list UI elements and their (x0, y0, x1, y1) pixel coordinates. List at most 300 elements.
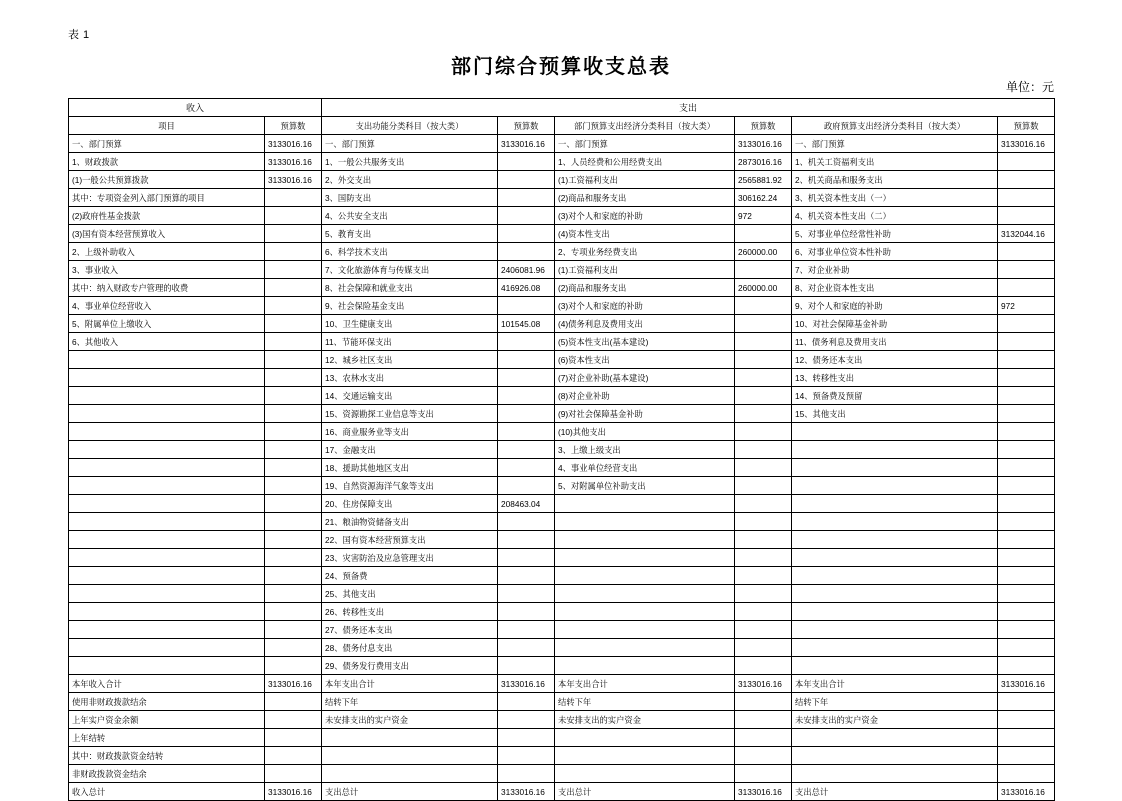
cell-income-amount (265, 693, 322, 711)
cell-income-amount (265, 531, 322, 549)
cell-income-amount (265, 225, 322, 243)
cell-income-item (69, 387, 265, 405)
cell-functional-amount (498, 711, 555, 729)
cell-gov-economic-amount (998, 531, 1055, 549)
table-row (69, 693, 1055, 711)
cell-functional-item: 21、粮油物资储备支出 (322, 513, 498, 531)
table-row (69, 171, 1055, 189)
cell-functional-item: 2、外交支出 (322, 171, 498, 189)
table-row (69, 783, 1055, 801)
cell-functional-amount (498, 243, 555, 261)
cell-gov-economic-item: 结转下年 (792, 693, 998, 711)
cell-dept-economic-item (555, 513, 735, 531)
cell-income-item: 4、事业单位经营收入 (69, 297, 265, 315)
cell-gov-economic-amount (998, 423, 1055, 441)
table-row (69, 729, 1055, 747)
cell-gov-economic-amount (998, 261, 1055, 279)
cell-functional-item (322, 765, 498, 783)
cell-dept-economic-item: (8)对企业补助 (555, 387, 735, 405)
cell-functional-item: 24、预备费 (322, 567, 498, 585)
cell-functional-item: 23、灾害防治及应急管理支出 (322, 549, 498, 567)
cell-income-amount: 3133016.16 (265, 135, 322, 153)
cell-gov-economic-amount (998, 567, 1055, 585)
cell-gov-economic-item: 本年支出合计 (792, 675, 998, 693)
cell-dept-economic-amount: 2873016.16 (735, 153, 792, 171)
cell-gov-economic-item (792, 567, 998, 585)
cell-income-item: 1、财政拨款 (69, 153, 265, 171)
table-row (69, 351, 1055, 369)
cell-functional-item: 27、债务还本支出 (322, 621, 498, 639)
cell-dept-economic-item: (2)商品和服务支出 (555, 189, 735, 207)
cell-income-amount: 3133016.16 (265, 675, 322, 693)
cell-dept-economic-item: (6)资本性支出 (555, 351, 735, 369)
cell-income-item (69, 639, 265, 657)
cell-functional-item: 未安排支出的实户资金 (322, 711, 498, 729)
cell-dept-economic-amount (735, 567, 792, 585)
cell-income-item: 其中：财政拨款资金结转 (69, 747, 265, 765)
cell-income-item (69, 567, 265, 585)
cell-gov-economic-item (792, 765, 998, 783)
cell-functional-amount (498, 621, 555, 639)
cell-functional-amount (498, 207, 555, 225)
cell-functional-amount: 2406081.96 (498, 261, 555, 279)
cell-gov-economic-amount (998, 639, 1055, 657)
cell-dept-economic-amount (735, 603, 792, 621)
cell-functional-item: 14、交通运输支出 (322, 387, 498, 405)
cell-gov-economic-item: 11、债务利息及费用支出 (792, 333, 998, 351)
table-row (69, 459, 1055, 477)
cell-functional-amount: 416926.08 (498, 279, 555, 297)
cell-income-amount (265, 333, 322, 351)
cell-dept-economic-amount: 972 (735, 207, 792, 225)
cell-functional-amount (498, 189, 555, 207)
cell-gov-economic-item (792, 621, 998, 639)
cell-income-amount (265, 657, 322, 675)
cell-dept-economic-item (555, 729, 735, 747)
cell-functional-item: 12、城乡社区支出 (322, 351, 498, 369)
cell-dept-economic-item: (4)资本性支出 (555, 225, 735, 243)
cell-gov-economic-amount (998, 729, 1055, 747)
cell-gov-economic-item: 3、机关资本性支出（一） (792, 189, 998, 207)
cell-gov-economic-amount (998, 153, 1055, 171)
cell-functional-item: 16、商业服务业等支出 (322, 423, 498, 441)
cell-functional-item: 17、金融支出 (322, 441, 498, 459)
cell-dept-economic-item: 结转下年 (555, 693, 735, 711)
cell-functional-amount (498, 513, 555, 531)
cell-functional-amount (498, 225, 555, 243)
cell-income-item (69, 441, 265, 459)
cell-gov-economic-item (792, 441, 998, 459)
cell-income-item: 使用非财政拨款结余 (69, 693, 265, 711)
cell-dept-economic-amount: 2565881.92 (735, 171, 792, 189)
cell-income-item (69, 585, 265, 603)
table-row (69, 567, 1055, 585)
cell-income-amount (265, 585, 322, 603)
cell-functional-item: 1、一般公共服务支出 (322, 153, 498, 171)
cell-dept-economic-item: 5、对附属单位补助支出 (555, 477, 735, 495)
cell-dept-economic-amount (735, 477, 792, 495)
cell-functional-item: 26、转移性支出 (322, 603, 498, 621)
cell-functional-amount (498, 729, 555, 747)
cell-dept-economic-item (555, 495, 735, 513)
cell-income-item: 其中：专项资金列入部门预算的项目 (69, 189, 265, 207)
cell-dept-economic-amount: 260000.00 (735, 279, 792, 297)
table-row (69, 153, 1055, 171)
cell-dept-economic-amount: 306162.24 (735, 189, 792, 207)
cell-dept-economic-amount (735, 657, 792, 675)
cell-functional-item: 结转下年 (322, 693, 498, 711)
cell-functional-amount (498, 333, 555, 351)
cell-gov-economic-item (792, 495, 998, 513)
cell-functional-item: 6、科学技术支出 (322, 243, 498, 261)
cell-gov-economic-item: 5、对事业单位经常性补助 (792, 225, 998, 243)
cell-income-amount (265, 351, 322, 369)
cell-dept-economic-item (555, 567, 735, 585)
cell-income-item: (3)国有资本经营预算收入 (69, 225, 265, 243)
cell-functional-amount: 3133016.16 (498, 675, 555, 693)
table-row (69, 387, 1055, 405)
cell-functional-item: 9、社会保险基金支出 (322, 297, 498, 315)
group-header-expense: 支出 (322, 99, 1055, 117)
cell-income-amount (265, 729, 322, 747)
cell-functional-amount: 3133016.16 (498, 783, 555, 801)
cell-income-amount (265, 423, 322, 441)
cell-gov-economic-item: 13、转移性支出 (792, 369, 998, 387)
cell-functional-amount: 208463.04 (498, 495, 555, 513)
sheet-number: 表 1 (68, 29, 90, 41)
cell-income-amount (265, 495, 322, 513)
cell-gov-economic-amount (998, 351, 1055, 369)
cell-dept-economic-item: (7)对企业补助(基本建设) (555, 369, 735, 387)
cell-dept-economic-amount (735, 405, 792, 423)
cell-functional-amount (498, 639, 555, 657)
cell-gov-economic-amount (998, 585, 1055, 603)
cell-dept-economic-item: (1)工资福利支出 (555, 261, 735, 279)
column-header-item: 项目 (69, 117, 265, 135)
cell-functional-item: 20、住房保障支出 (322, 495, 498, 513)
cell-dept-economic-amount (735, 585, 792, 603)
cell-dept-economic-amount (735, 495, 792, 513)
cell-gov-economic-item: 7、对企业补助 (792, 261, 998, 279)
cell-gov-economic-amount (998, 765, 1055, 783)
cell-income-item (69, 513, 265, 531)
table-row (69, 405, 1055, 423)
table-row (69, 333, 1055, 351)
column-header-functional: 支出功能分类科目（按大类） (322, 117, 498, 135)
cell-gov-economic-amount (998, 243, 1055, 261)
cell-income-amount (265, 711, 322, 729)
cell-gov-economic-item: 8、对企业资本性支出 (792, 279, 998, 297)
cell-functional-amount (498, 459, 555, 477)
cell-gov-economic-item (792, 423, 998, 441)
cell-gov-economic-amount: 3133016.16 (998, 783, 1055, 801)
cell-dept-economic-item: 4、事业单位经营支出 (555, 459, 735, 477)
cell-income-item: 5、附属单位上缴收入 (69, 315, 265, 333)
cell-dept-economic-amount (735, 639, 792, 657)
cell-functional-amount (498, 423, 555, 441)
table-row (69, 207, 1055, 225)
cell-gov-economic-amount (998, 513, 1055, 531)
cell-dept-economic-amount (735, 459, 792, 477)
table-row (69, 657, 1055, 675)
cell-income-amount: 3133016.16 (265, 153, 322, 171)
table-row (69, 369, 1055, 387)
table-row (69, 549, 1055, 567)
cell-functional-item: 25、其他支出 (322, 585, 498, 603)
table-row (69, 495, 1055, 513)
cell-dept-economic-amount (735, 549, 792, 567)
cell-gov-economic-item: 一、部门预算 (792, 135, 998, 153)
cell-gov-economic-item: 未安排支出的实户资金 (792, 711, 998, 729)
cell-income-item (69, 657, 265, 675)
table-row (69, 243, 1055, 261)
cell-gov-economic-item (792, 657, 998, 675)
cell-functional-amount (498, 477, 555, 495)
cell-gov-economic-item (792, 639, 998, 657)
cell-functional-item: 28、债务付息支出 (322, 639, 498, 657)
table-row (69, 189, 1055, 207)
cell-income-amount (265, 567, 322, 585)
cell-functional-item: 4、公共安全支出 (322, 207, 498, 225)
cell-gov-economic-amount (998, 369, 1055, 387)
cell-functional-item (322, 747, 498, 765)
cell-income-amount (265, 315, 322, 333)
cell-gov-economic-item (792, 549, 998, 567)
cell-dept-economic-amount (735, 315, 792, 333)
column-header-gov-economic: 政府预算支出经济分类科目（按大类） (792, 117, 998, 135)
cell-gov-economic-amount: 3133016.16 (998, 675, 1055, 693)
cell-dept-economic-amount (735, 531, 792, 549)
cell-functional-item: 22、国有资本经营预算支出 (322, 531, 498, 549)
cell-income-item (69, 423, 265, 441)
cell-income-item (69, 549, 265, 567)
cell-gov-economic-item: 14、预备费及预留 (792, 387, 998, 405)
cell-dept-economic-amount (735, 441, 792, 459)
table-row (69, 513, 1055, 531)
cell-income-item: (1)一般公共预算拨款 (69, 171, 265, 189)
cell-income-amount (265, 513, 322, 531)
cell-income-amount (265, 747, 322, 765)
cell-dept-economic-amount (735, 747, 792, 765)
cell-gov-economic-item: 支出总计 (792, 783, 998, 801)
cell-dept-economic-amount (735, 351, 792, 369)
cell-dept-economic-amount (735, 225, 792, 243)
cell-gov-economic-amount (998, 189, 1055, 207)
cell-functional-item: 5、教育支出 (322, 225, 498, 243)
cell-income-item (69, 459, 265, 477)
cell-functional-item: 8、社会保障和就业支出 (322, 279, 498, 297)
cell-functional-item: 7、文化旅游体育与传媒支出 (322, 261, 498, 279)
unit-label: 单位：元 (1005, 80, 1054, 94)
cell-dept-economic-amount (735, 261, 792, 279)
cell-dept-economic-amount: 3133016.16 (735, 675, 792, 693)
table-row (69, 621, 1055, 639)
column-header-budget-4: 预算数 (998, 117, 1055, 135)
cell-functional-amount (498, 531, 555, 549)
cell-dept-economic-item (555, 621, 735, 639)
cell-gov-economic-item (792, 477, 998, 495)
cell-gov-economic-amount: 972 (998, 297, 1055, 315)
cell-income-amount (265, 261, 322, 279)
cell-functional-amount (498, 765, 555, 783)
cell-income-item: 收入总计 (69, 783, 265, 801)
cell-gov-economic-amount: 3132044.16 (998, 225, 1055, 243)
table-row (69, 747, 1055, 765)
cell-functional-amount (498, 585, 555, 603)
column-header-budget-1: 预算数 (265, 117, 322, 135)
cell-income-amount (265, 639, 322, 657)
cell-functional-amount (498, 405, 555, 423)
cell-functional-amount (498, 567, 555, 585)
table-row (69, 639, 1055, 657)
cell-income-amount (265, 459, 322, 477)
cell-gov-economic-amount (998, 477, 1055, 495)
cell-gov-economic-amount (998, 315, 1055, 333)
cell-dept-economic-amount (735, 297, 792, 315)
cell-functional-amount (498, 603, 555, 621)
cell-income-item: 6、其他收入 (69, 333, 265, 351)
cell-income-item: 上年实户资金余额 (69, 711, 265, 729)
cell-dept-economic-item (555, 549, 735, 567)
cell-income-item (69, 369, 265, 387)
cell-functional-amount (498, 549, 555, 567)
cell-income-item: 其中：纳入财政专户管理的收费 (69, 279, 265, 297)
cell-functional-item: 19、自然资源海洋气象等支出 (322, 477, 498, 495)
cell-functional-amount (498, 351, 555, 369)
cell-functional-amount: 101545.08 (498, 315, 555, 333)
cell-gov-economic-amount (998, 621, 1055, 639)
cell-dept-economic-item: (10)其他支出 (555, 423, 735, 441)
cell-functional-amount (498, 441, 555, 459)
cell-gov-economic-item (792, 459, 998, 477)
cell-dept-economic-amount: 3133016.16 (735, 783, 792, 801)
cell-dept-economic-item: 1、人员经费和公用经费支出 (555, 153, 735, 171)
cell-income-item (69, 621, 265, 639)
cell-dept-economic-amount (735, 387, 792, 405)
cell-gov-economic-item: 10、对社会保障基金补助 (792, 315, 998, 333)
cell-dept-economic-item: (2)商品和服务支出 (555, 279, 735, 297)
cell-dept-economic-item: (1)工资福利支出 (555, 171, 735, 189)
group-header-income: 收入 (69, 99, 322, 117)
cell-gov-economic-item: 12、债务还本支出 (792, 351, 998, 369)
table-row (69, 135, 1055, 153)
cell-income-item (69, 495, 265, 513)
page-title: 部门综合预算收支总表 (451, 56, 671, 78)
cell-dept-economic-amount (735, 423, 792, 441)
table-row (69, 765, 1055, 783)
table-row (69, 675, 1055, 693)
cell-gov-economic-amount: 3133016.16 (998, 135, 1055, 153)
cell-dept-economic-amount (735, 765, 792, 783)
cell-functional-amount (498, 693, 555, 711)
cell-functional-item: 29、债务发行费用支出 (322, 657, 498, 675)
table-row (69, 585, 1055, 603)
table-row (69, 603, 1055, 621)
cell-gov-economic-item: 15、其他支出 (792, 405, 998, 423)
cell-gov-economic-amount (998, 171, 1055, 189)
column-header-budget-2: 预算数 (498, 117, 555, 135)
cell-gov-economic-amount (998, 279, 1055, 297)
cell-dept-economic-amount: 3133016.16 (735, 135, 792, 153)
cell-income-item: 2、上级补助收入 (69, 243, 265, 261)
table-row (69, 477, 1055, 495)
budget-table (68, 98, 1055, 801)
cell-gov-economic-amount (998, 459, 1055, 477)
cell-gov-economic-item (792, 729, 998, 747)
cell-functional-amount (498, 153, 555, 171)
cell-gov-economic-amount (998, 657, 1055, 675)
cell-functional-amount (498, 297, 555, 315)
cell-dept-economic-item: (3)对个人和家庭的补助 (555, 207, 735, 225)
cell-dept-economic-amount: 260000.00 (735, 243, 792, 261)
cell-dept-economic-amount (735, 621, 792, 639)
cell-gov-economic-item: 1、机关工资福利支出 (792, 153, 998, 171)
cell-income-amount (265, 603, 322, 621)
cell-functional-item: 支出总计 (322, 783, 498, 801)
cell-functional-item (322, 729, 498, 747)
cell-dept-economic-item: 本年支出合计 (555, 675, 735, 693)
cell-income-amount: 3133016.16 (265, 783, 322, 801)
table-row (69, 423, 1055, 441)
cell-functional-item: 11、节能环保支出 (322, 333, 498, 351)
column-header-dept-economic: 部门预算支出经济分类科目（按大类） (555, 117, 735, 135)
cell-dept-economic-amount (735, 333, 792, 351)
cell-functional-item: 18、援助其他地区支出 (322, 459, 498, 477)
cell-dept-economic-amount (735, 729, 792, 747)
cell-gov-economic-amount (998, 387, 1055, 405)
cell-income-amount (265, 387, 322, 405)
cell-gov-economic-amount (998, 495, 1055, 513)
cell-income-amount (265, 441, 322, 459)
cell-income-item: 一、部门预算 (69, 135, 265, 153)
cell-dept-economic-item: (5)资本性支出(基本建设) (555, 333, 735, 351)
cell-dept-economic-item (555, 531, 735, 549)
cell-income-amount (265, 369, 322, 387)
table-column-header-row (69, 117, 1055, 135)
cell-dept-economic-item (555, 747, 735, 765)
table-body (69, 135, 1055, 801)
table-row (69, 315, 1055, 333)
cell-functional-item: 10、卫生健康支出 (322, 315, 498, 333)
table-row (69, 225, 1055, 243)
cell-gov-economic-amount (998, 549, 1055, 567)
cell-dept-economic-item (555, 603, 735, 621)
cell-gov-economic-item: 2、机关商品和服务支出 (792, 171, 998, 189)
cell-income-amount (265, 621, 322, 639)
cell-functional-item: 3、国防支出 (322, 189, 498, 207)
table-row (69, 279, 1055, 297)
cell-income-amount (265, 297, 322, 315)
cell-gov-economic-amount (998, 711, 1055, 729)
cell-income-item (69, 603, 265, 621)
cell-gov-economic-item (792, 603, 998, 621)
cell-dept-economic-item: 未安排支出的实户资金 (555, 711, 735, 729)
cell-dept-economic-item (555, 657, 735, 675)
cell-dept-economic-amount (735, 711, 792, 729)
cell-functional-amount (498, 171, 555, 189)
cell-income-amount (265, 243, 322, 261)
table-row (69, 297, 1055, 315)
cell-income-item (69, 531, 265, 549)
cell-gov-economic-item: 6、对事业单位资本性补助 (792, 243, 998, 261)
cell-gov-economic-amount (998, 207, 1055, 225)
cell-functional-item: 一、部门预算 (322, 135, 498, 153)
cell-functional-amount (498, 657, 555, 675)
cell-dept-economic-item: (3)对个人和家庭的补助 (555, 297, 735, 315)
cell-income-amount (265, 279, 322, 297)
cell-functional-amount (498, 747, 555, 765)
cell-income-item (69, 351, 265, 369)
